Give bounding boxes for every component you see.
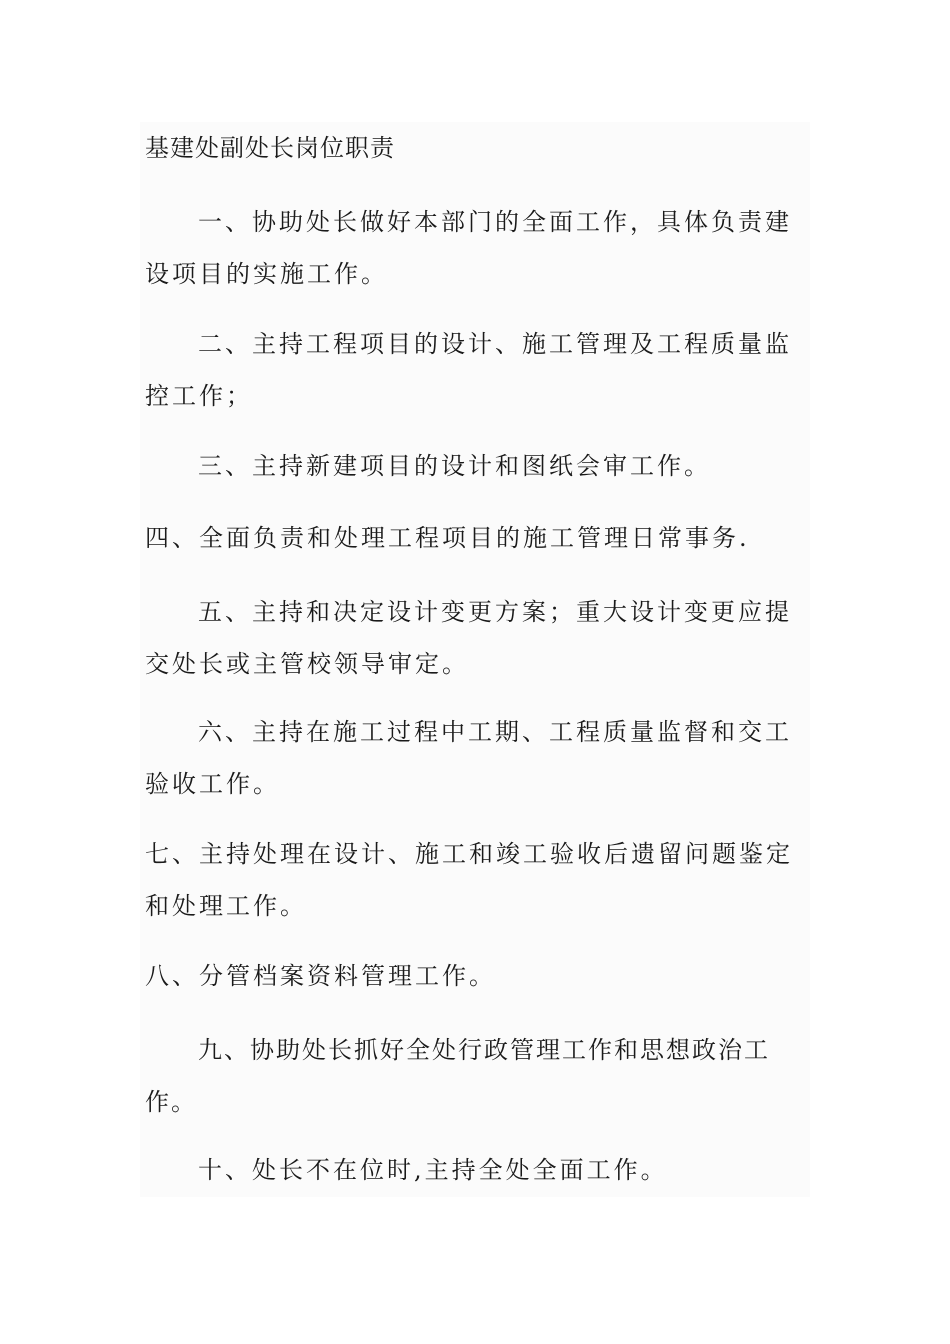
duty-paragraph-7: 七、主持处理在设计、施工和竣工验收后遗留问题鉴定和处理工作。 (145, 840, 793, 920)
duty-paragraph-4: 四、全面负责和处理工程项目的施工管理日常事务. (145, 524, 750, 552)
duty-paragraph-3: 三、主持新建项目的设计和图纸会审工作。 (198, 452, 711, 480)
duty-paragraph-8: 八、分管档案资料管理工作。 (145, 962, 496, 990)
duty-paragraph-1: 一、协助处长做好本部门的全面工作，具体负责建设项目的实施工作。 (145, 208, 792, 288)
duty-paragraph-2: 二、主持工程项目的设计、施工管理及工程质量监控工作； (145, 330, 792, 410)
duty-paragraph-5: 五、主持和决定设计变更方案；重大设计变更应提交处长或主管校领导审定。 (145, 598, 792, 678)
duty-paragraph-10: 十、处长不在位时,主持全处全面工作。 (198, 1156, 668, 1184)
duty-paragraph-9: 九、协助处长抓好全处行政管理工作和思想政治工作。 (145, 1036, 770, 1116)
duty-paragraph-6: 六、主持在施工过程中工期、工程质量监督和交工验收工作。 (145, 718, 792, 798)
document-title: 基建处副处长岗位职责 (145, 134, 395, 162)
